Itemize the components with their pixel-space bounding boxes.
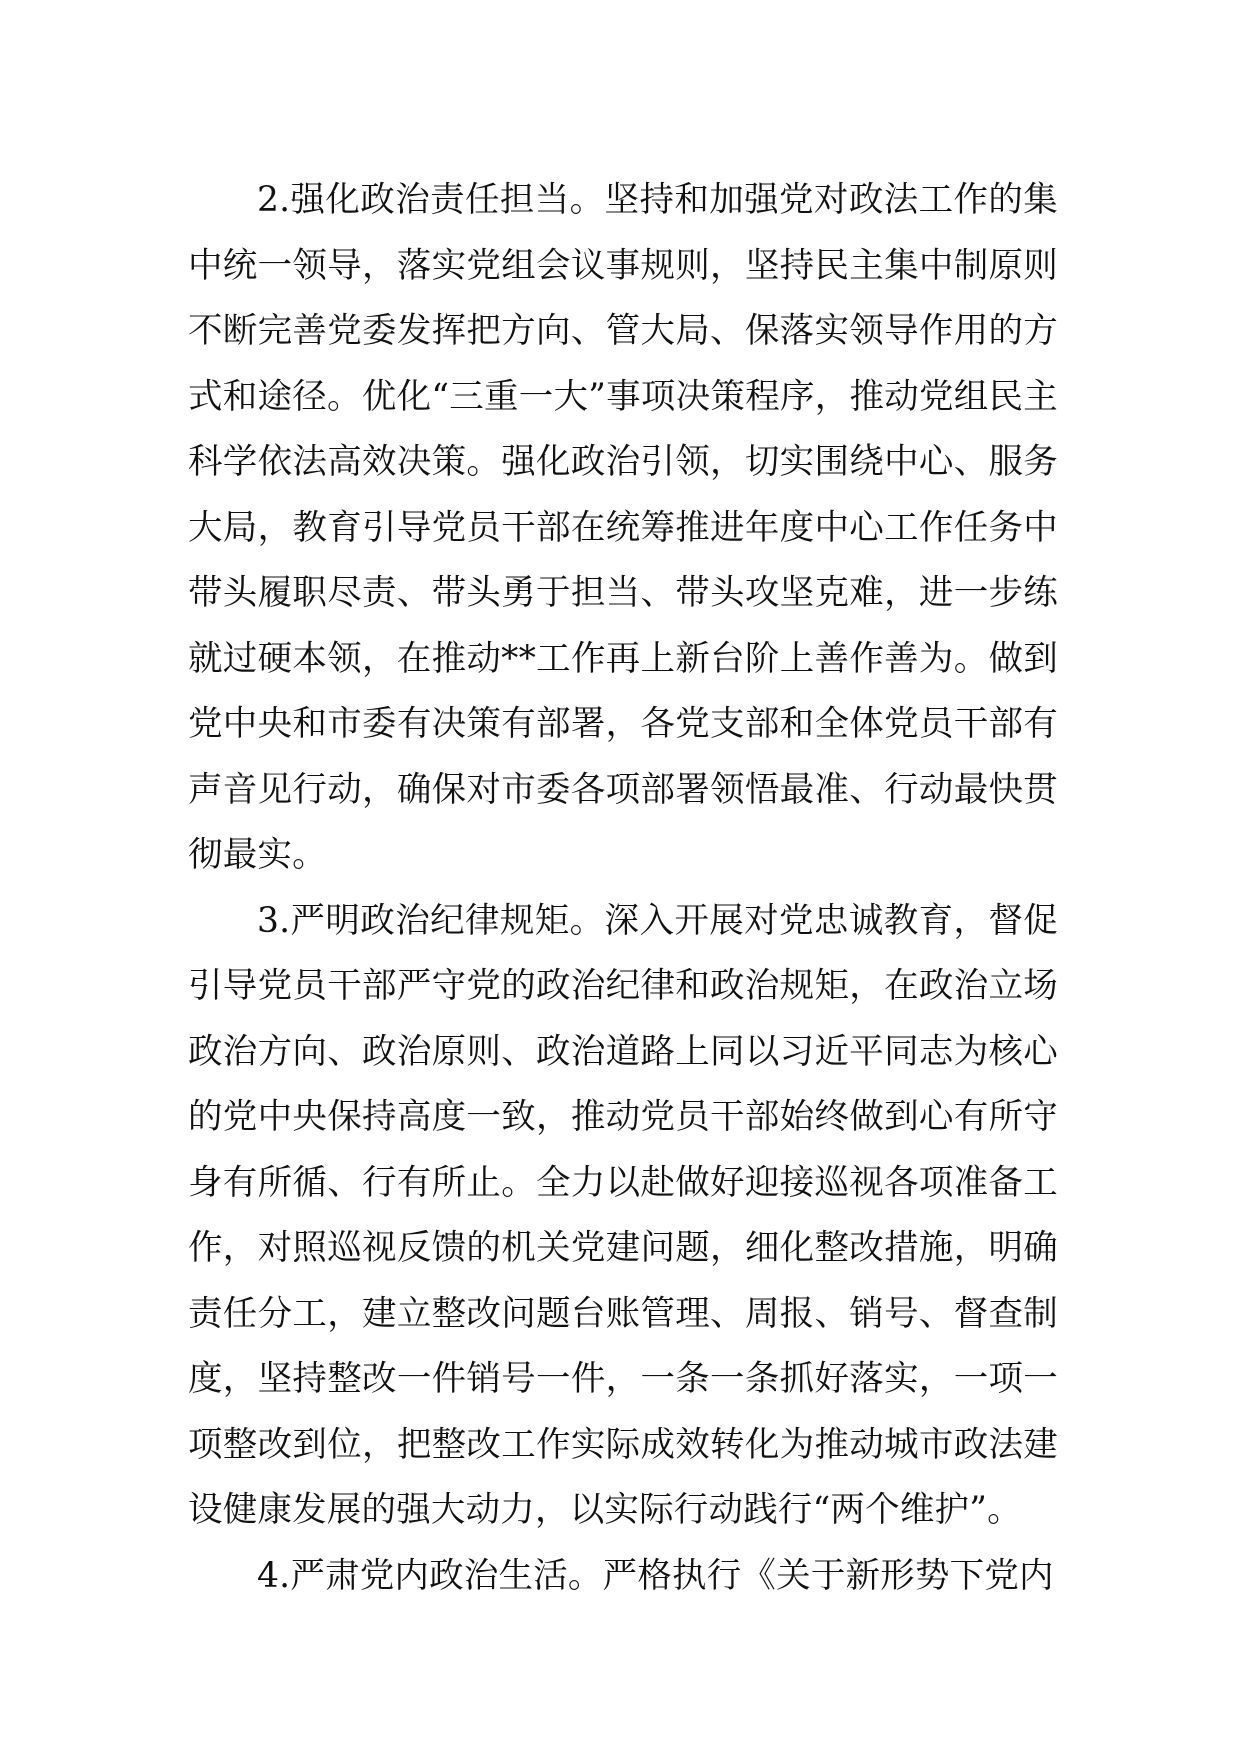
paragraph-political-responsibility: 2.强化政治责任担当。坚持和加强党对政法工作的集中统一领导，落实党组会议事规则，坚持民主集中制原则不断完善党委发挥把方向、管大局、保落实领导作用的方式和途径。优化“三重一大”事项决策程序，推动党组民主科学依法高效决策。强化政治引领，切实围绕中心、服务大局，教育引导党员干部在统筹推进年度中心工作任务中带头履职尽责、带头勇于担当、带头攻坚克难，进一步练就过硬本领，在推动**工作再上新台阶上善作善为。做到党中央和市委有决策有部署，各党支部和全体党员干部有声音见行动，确保对市委各项部署领悟最准、行动最快贯彻最实。 [188,180,1058,875]
paragraph-party-political-life: 4.严肃党内政治生活。严格执行《关于新形势下党内 [257,1555,1054,1596]
paragraph-political-discipline: 3.严明政治纪律规矩。深入开展对党忠诚教育，督促引导党员干部严守党的政治纪律和政治规矩，在政治立场政治方向、政治原则、政治道路上同以习近平同志为核心的党中央保持高度一致，推动党员干部始终做到心有所守身有所循、行有所止。全力以赴做好迎接巡视各项准备工作，对照巡视反馈的机关党建问题，细化整改措施，明确责任分工，建立整改问题台账管理、周报、销号、督查制度，坚持整改一件销号一件，一条一条抓好落实，一项一项整改到位，把整改工作实际成效转化为推动城市政法建设健康发展的强大动力，以实际行动践行“两个维护”。 [188,900,1058,1530]
document-page [188,168,1058,1608]
